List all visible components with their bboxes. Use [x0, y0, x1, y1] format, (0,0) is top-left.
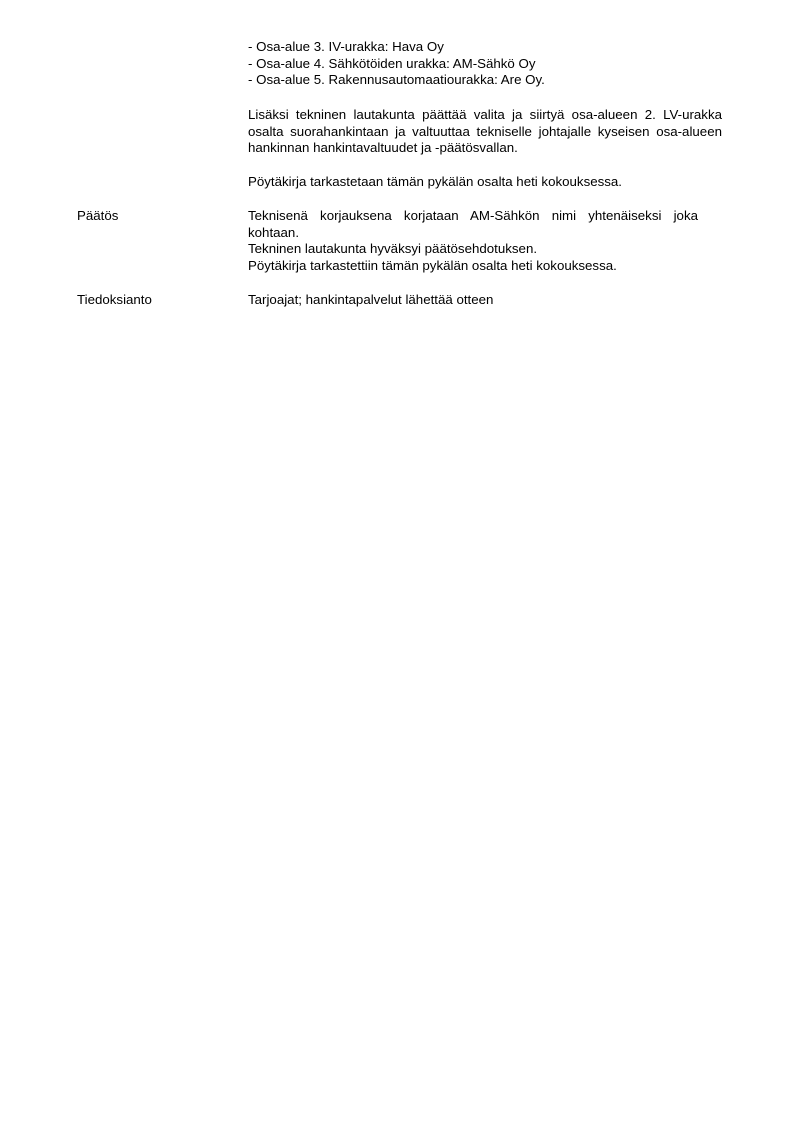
decision-label: Päätös: [77, 208, 119, 223]
list-item: - Osa-alue 3. IV-urakka: Hava Oy: [248, 39, 444, 54]
decision-minutes-check: Pöytäkirja tarkastettiin tämän pykälän osalta heti kokouksessa.: [248, 257, 617, 273]
decision-correction: Teknisenä korjauksena korjataan AM-Sähkön nimi yhtenäiseksi joka kohtaan.: [248, 208, 698, 240]
minutes-check-paragraph: Pöytäkirja tarkastetaan tämän pykälän osalta heti kokouksessa.: [248, 174, 622, 189]
lot-list: [248, 39, 726, 89]
notification-text: Tarjoajat; hankintapalvelut lähettää otteen: [248, 292, 494, 307]
list-item: - Osa-alue 5. Rakennusautomaatiourakka: Are Oy.: [248, 72, 545, 88]
decision-approval: Tekninen lautakunta hyväksyi päätösehdotuksen.: [248, 241, 538, 257]
notification-label: Tiedoksianto: [77, 292, 152, 307]
list-item: - Osa-alue 4. Sähkötöiden urakka: AM-Sähkö Oy: [248, 55, 536, 71]
direct-procurement-paragraph: Lisäksi tekninen lautakunta päättää valita ja siirtyä osa-alueen 2. LV-urakka osalta suorahankintaan ja valtuuttaa tekniselle johtajalle kyseisen osa-alueen hankinnan hankintavaltuudet ja -päätösvallan.: [248, 107, 722, 156]
decision-text: [248, 208, 726, 274]
